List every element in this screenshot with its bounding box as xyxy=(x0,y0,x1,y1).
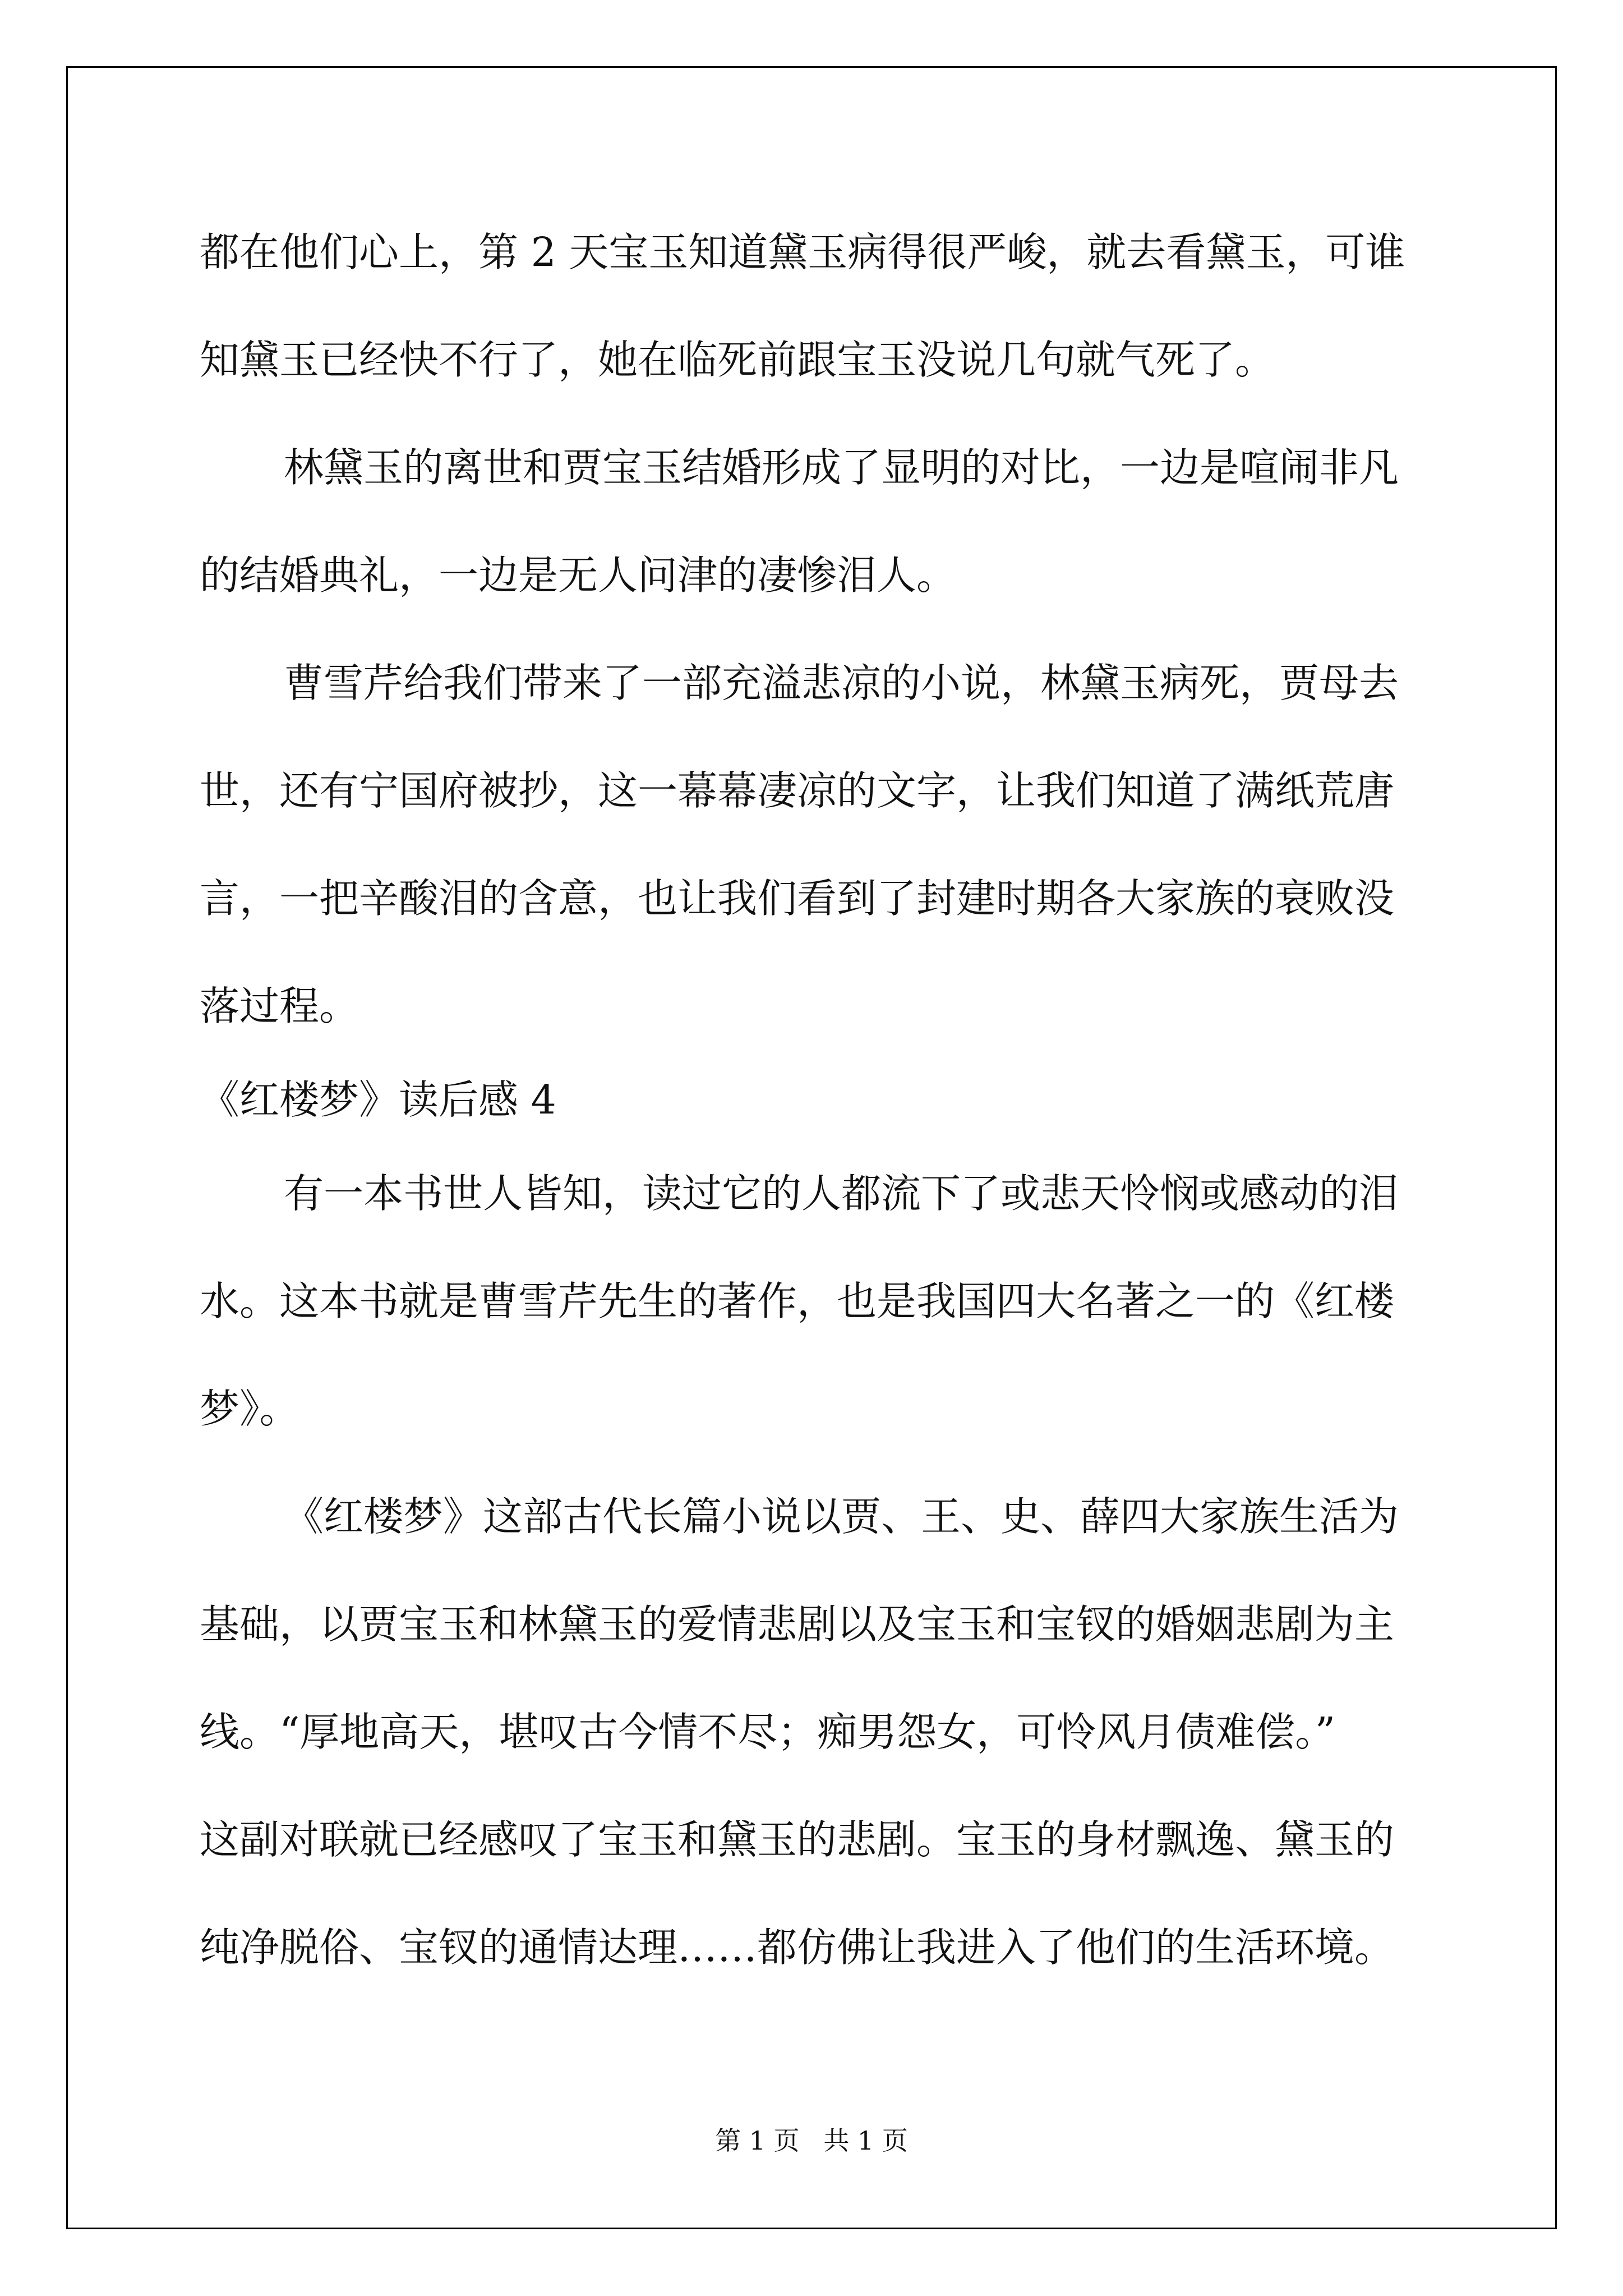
text-line: 基础，以贾宝玉和林黛玉的爱情悲剧以及宝玉和宝钗的婚姻悲剧为主 xyxy=(200,1601,1395,1648)
paragraph-start: 有一本书世人皆知，读过它的人都流下了或悲天怜悯或感动的泪 xyxy=(284,1170,1399,1217)
text-line: 知黛玉已经快不行了，她在临死前跟宝玉没说几句就气死了。 xyxy=(200,337,1275,383)
text-line: 水。这本书就是曹雪芹先生的著作，也是我国四大名著之一的《红楼 xyxy=(200,1278,1395,1324)
paragraph-start: 曹雪芹给我们带来了一部充溢悲凉的小说，林黛玉病死，贾母去 xyxy=(284,660,1399,706)
text-line: 落过程。 xyxy=(200,983,359,1029)
text-line: 线。“厚地高天，堪叹古今情不尽；痴男怨女，可怜风月债难偿。” xyxy=(200,1709,1336,1755)
text-line: 言，一把辛酸泪的含意，也让我们看到了封建时期各大家族的衰败没 xyxy=(200,875,1395,922)
text-line: 这副对联就已经感叹了宝玉和黛玉的悲剧。宝玉的身材飘逸、黛玉的 xyxy=(200,1816,1395,1863)
document-body xyxy=(200,208,1433,2010)
paragraph-start: 林黛玉的离世和贾宝玉结婚形成了显明的对比，一边是喧闹非凡 xyxy=(284,444,1399,491)
section-heading: 《红楼梦》读后感 4 xyxy=(200,1076,556,1123)
page-number: 第 1 页 xyxy=(715,2125,800,2156)
page-total: 共 1 页 xyxy=(823,2125,908,2156)
page-footer xyxy=(0,2120,1623,2157)
text-line: 的结婚典礼，一边是无人问津的凄惨泪人。 xyxy=(200,552,957,599)
paragraph-start: 《红楼梦》这部古代长篇小说以贾、王、史、薛四大家族生活为 xyxy=(284,1493,1399,1540)
text-line: 纯净脱俗、宝钗的通情达理……都仿佛让我进入了他们的生活环境。 xyxy=(200,1924,1395,1971)
text-line: 梦》。 xyxy=(200,1386,299,1432)
text-line: 世，还有宁国府被抄，这一幕幕凄凉的文字，让我们知道了满纸荒唐 xyxy=(200,767,1395,814)
text-line: 都在他们心上，第 2 天宝玉知道黛玉病得很严峻，就去看黛玉，可谁 xyxy=(200,229,1405,275)
